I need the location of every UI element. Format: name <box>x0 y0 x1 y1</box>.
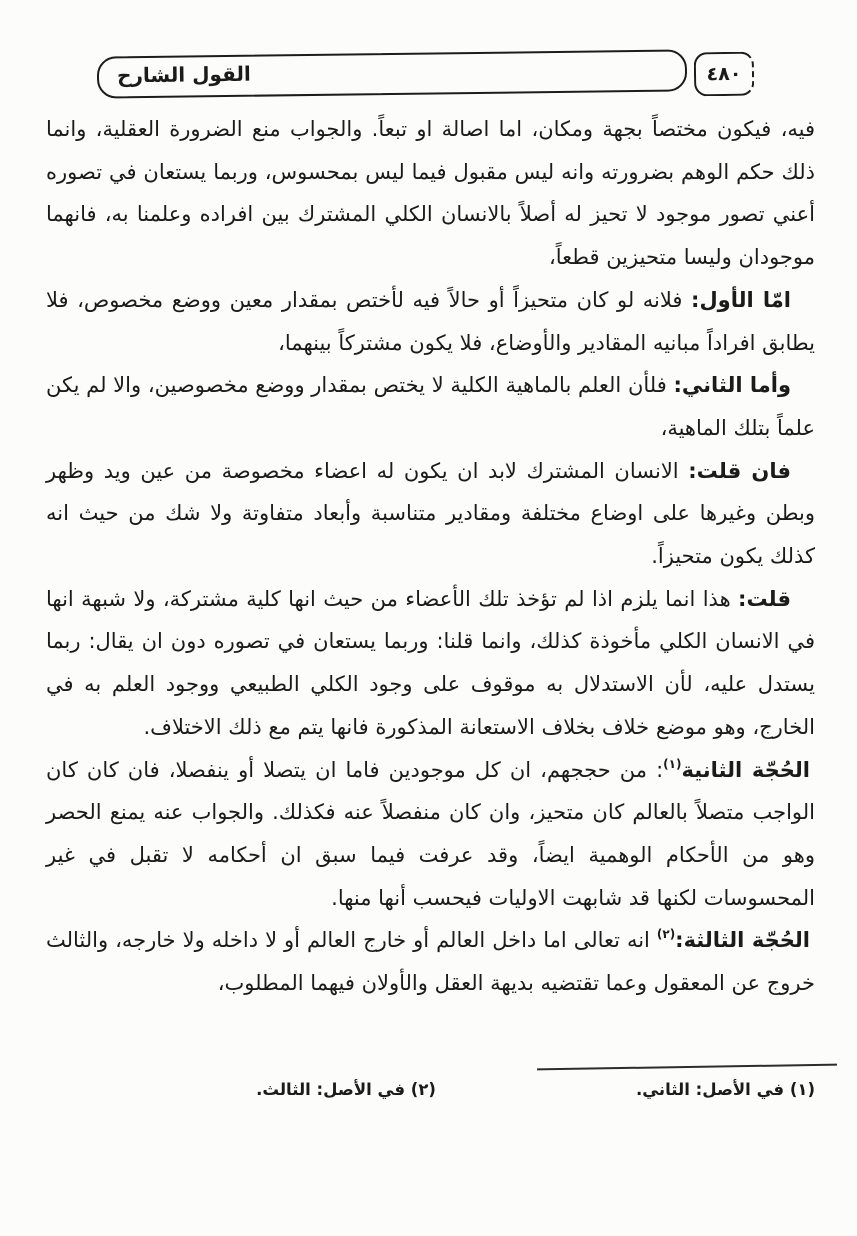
paragraph-lead: فان قلت: <box>688 458 791 483</box>
paragraph-text: : من حججهم، ان كل موجودين فاما ان يتصلا أو ينفصلا، فان كان كان الواجب متصلاً بالعالم كان متحيز، وان كان منفصلاً عنه فكذلك. والجواب عنه يمنع الحصر وهو من الأحكام الوهمية ايضاً، وقد عرفت فيما سبق ان أحكامه لا تقبل في غير المحسوسات لكنها قد شابهت الاوليات فيحسب أنها منها. <box>46 757 815 910</box>
paragraph-text: انه تعالى اما داخل العالم أو خارج العالم أو لا داخله ولا خارجه، والثالث خروج عن المعقول وعما تقتضيه بديهة العقل والأولان فيهما المطلوب، <box>46 928 815 996</box>
footnote-marker: (١) <box>789 1080 815 1099</box>
footnote-ref: (٢) <box>656 927 676 942</box>
paragraph-1 <box>46 108 815 279</box>
paragraph-2 <box>46 279 815 364</box>
paragraph-3 <box>46 364 815 449</box>
paragraph-lead: وأما الثاني: <box>673 373 791 398</box>
paragraph-lead: امّا الأول: <box>691 287 791 312</box>
paragraph-lead: الحُجّة الثالثة: <box>675 928 811 953</box>
paragraph-4 <box>46 450 815 578</box>
footnote-area <box>0 1052 857 1132</box>
main-text <box>46 108 815 1005</box>
page-number-badge <box>694 52 755 97</box>
paragraph-lead: الحُجّة الثانية <box>681 757 810 782</box>
page-number: ٤٨٠ <box>706 62 742 86</box>
paragraph-5 <box>46 578 815 749</box>
paragraph-text: فلانه لو كان متحيزاً أو حالاً فيه لأختص بمقدار معين ووضع مخصوص، فلا يطابق افراداً مبانيه المقادير والأوضاع، فلا يكون مشتركاً بينهما، <box>46 287 815 355</box>
paragraph-text: فلأن العلم بالماهية الكلية لا يختص بمقدار ووضع مخصوصين، والا لم يكن علماً بتلك الماهية، <box>46 373 815 440</box>
paragraph-6 <box>46 749 815 920</box>
paragraph-7 <box>46 919 815 1004</box>
footnote-text: في الأصل: الثالث. <box>256 1080 406 1099</box>
footnote-1 <box>636 1080 815 1099</box>
paragraph-lead: قلت: <box>738 586 791 611</box>
footnote-ref: (١) <box>663 756 682 771</box>
footnote-separator <box>537 1064 837 1071</box>
paragraph-text: هذا انما يلزم اذا لم تؤخذ تلك الأعضاء من حيث انها كلية مشتركة، ولا شبهة انها في الانسان الكلي مأخوذة كذلك، وانما قلنا: وربما يستعان في تصوره دون ان يقال: ربما يستدل عليه، لأن الاستدلال به موقوف على وجود الكلي الطبيعي ووجود العلم به في الخارج، وهو موضع خلاف بخلاف الاستعانة المذكورة فانها يتم مع ذلك الاختلاف. <box>46 586 815 739</box>
paragraph-text: الانسان المشترك لابد ان يكون له اعضاء مخصوصة من عين ويد وظهر وبطن وغيرها على اوضاع مختلفة ومقادير متناسبة وأبعاد متفاوتة ولا شك من حيث انه كذلك يكون متحيزاً. <box>46 458 815 569</box>
footnote-2 <box>256 1080 436 1099</box>
footnote-text: في الأصل: الثاني. <box>635 1080 785 1099</box>
footnote-marker: (٢) <box>410 1080 436 1099</box>
paragraph-text: فيه، فيكون مختصاً بجهة ومكان، اما اصالة او تبعاً. والجواب منع الضرورة العقلية، وانما ذلك حكم الوهم بضرورته وانه ليس مقبول فيما ليس بمحسوس، وربما يستعان في تصوره أعني تصور موجود لا تحيز له أصلاً بالانسان الكلي المشترك بين افراده وعلمنا به، فانهما موجودان وليسا متحيزين قطعاً، <box>46 117 815 270</box>
page-title: القول الشارح <box>116 61 251 88</box>
header-title-box <box>97 49 687 98</box>
footnotes-row <box>256 1080 815 1099</box>
